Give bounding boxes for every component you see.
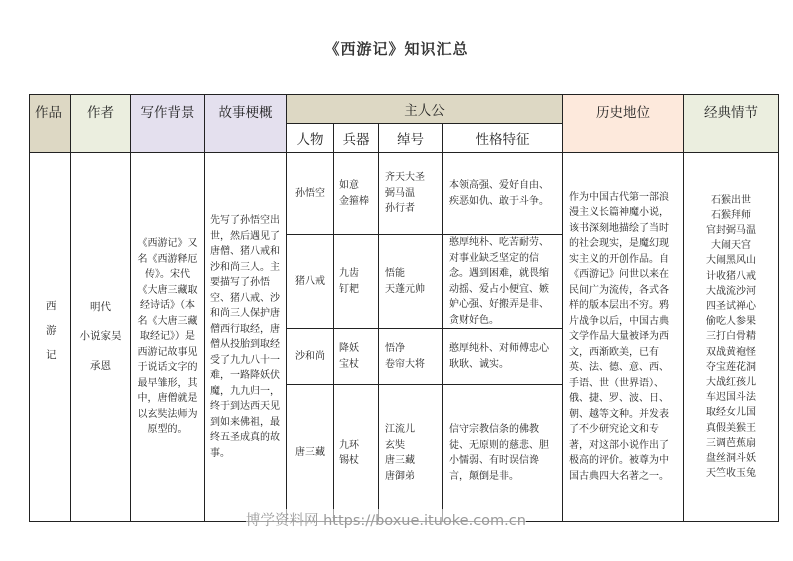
character-name: 唐三藏 [287,385,334,522]
episode: 双战黄袍怪 [706,346,756,358]
episode: 大战流沙河 [706,285,756,297]
episode: 取经女儿国 [706,407,756,419]
character-nickname: 悟能 天蓬元帅 [379,235,443,329]
knowledge-table [29,94,779,522]
episode: 车迟国斗法 [706,392,756,404]
character-nickname: 江流儿 玄奘 唐三藏 唐御弟 [379,385,443,522]
character-personality: 本领高强、爱好自由、疾恶如仇、敢于斗争。 [443,153,563,235]
character-name: 沙和尚 [287,329,334,385]
header-protagonists: 主人公 [287,95,563,124]
episode: 石猴拜师 [711,209,751,221]
character-name: 孙悟空 [287,153,334,235]
episode: 盘丝洞斗妖 [706,453,756,465]
character-weapon: 如意 金箍棒 [334,153,379,235]
episode: 大战红孩儿 [706,377,756,388]
author-line: 小说家吴 [79,330,122,343]
author-line: 明代 [90,300,111,313]
document-title: 《西游记》知识汇总 [324,40,469,58]
header-work: 作品 [30,95,71,153]
header-history: 历史地位 [563,95,684,153]
subheader-nickname: 绰号 [379,124,443,153]
episode: 计收猪八戒 [706,270,756,282]
character-weapon: 降妖 宝杖 [334,329,379,385]
character-personality: 憨厚纯朴、对师傅忠心耿耿、诚实。 [443,329,563,385]
character-nickname: 悟净 卷帘大将 [379,329,443,385]
character-personality: 信守宗教信条的佛教徒、无原则的慈悲、胆小懦弱、有时误信谗言，颠倒是非。 [443,385,563,522]
subheader-weapon: 兵器 [334,124,379,153]
work-name: 西游记 [44,300,57,374]
history-cell: 作为中国古代第一部浪漫主义长篇神魔小说，该书深刻地描绘了当时的社会现实，是魔幻现实主义的开创作品。自《西游记》问世以来在民间广为流传，各式各样的版本层出不穷。鸦片战争以后，中国古典文学作品大量被译为西文，西渐欧美，已有英、法、德、意、西、手语、世（世界语）、俄、捷、罗、波、日、朝、越等文种。并发表了不少研究论文和专著，对这部小说作出了极高的评价。被尊为中国古典四大名著之一。 [563,153,684,522]
header-author: 作者 [71,95,131,153]
background-cell: 《西游记》又名《西游释厄传》。宋代《大唐三藏取经诗话》（本名《大唐三藏取经记》）是西游记故事见于说话文字的最早雏形，其中，唐僧就是以玄奘法师为原型的。 [131,153,205,522]
watermark: 博学资料网 https://boxue.ituoke.com.cn [246,509,526,530]
episode: 夺宝莲花洞 [706,361,756,373]
episode: 偷吃人参果 [706,316,756,328]
character-personality: 憨厚纯朴、吃苦耐劳、对事业缺乏坚定的信念。遇到困难，就畏缩动摇、爱占小便宜、嫉妒心强、好搬弄是非、贪财好色。 [443,235,563,329]
episode: 石猴出世 [711,194,751,206]
episode: 三打白骨精 [706,331,756,343]
header-background: 写作背景 [131,95,205,153]
character-name: 猪八戒 [287,235,334,329]
subheader-personality: 性格特征 [443,124,563,153]
plot-cell: 先写了孙悟空出世，然后遇见了唐僧、猪八戒和沙和尚三人。主要描写了孙悟空、猪八戒、沙和尚三人保护唐僧西行取经，唐僧从投胎到取经受了九九八十一难，一路降妖伏魔，九九归一，终于到达西天见到如来佛祖，最终五圣成真的故事。 [205,153,287,522]
episode: 三调芭蕉扇 [706,437,756,449]
author-cell [71,153,131,522]
episode: 四圣试禅心 [706,300,756,312]
work-cell [30,153,71,522]
episode: 官封弼马温 [706,224,756,236]
character-weapon: 九环 锡杖 [334,385,379,522]
character-nickname: 齐天大圣 弼马温 孙行者 [379,153,443,235]
character-weapon: 九齿 钉耙 [334,235,379,329]
author-line: 承恩 [90,359,111,372]
episode: 天竺收玉兔 [706,468,756,480]
header-classic: 经典情节 [684,95,779,153]
episode: 大闹天宫 [711,240,751,252]
episode: 大闹黑风山 [706,255,756,267]
subheader-character: 人物 [287,124,334,153]
classic-episodes-cell [684,153,779,522]
header-plot: 故事梗概 [205,95,287,153]
episode: 真假美猴王 [706,422,756,434]
